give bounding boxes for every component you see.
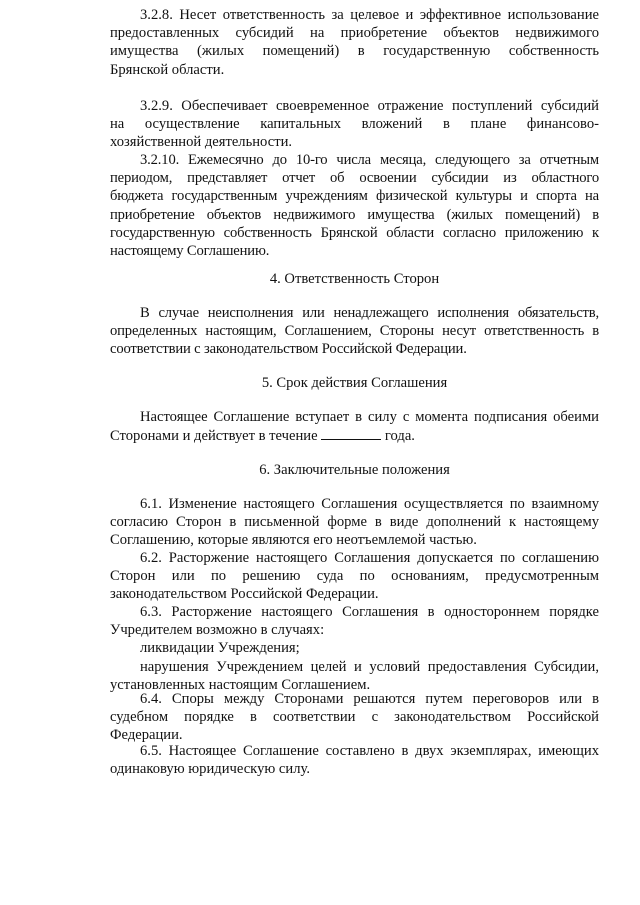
- text-line: законодательством Российской Федерации.: [110, 586, 379, 603]
- clause-6-1: [110, 495, 599, 550]
- clause-6-5: [110, 742, 599, 778]
- text-line: Брянской области.: [110, 61, 225, 78]
- text-line: 3.2.8. Несет ответственность за целевое и эффективное использование: [140, 7, 599, 23]
- clause-3-2-8: [110, 6, 599, 79]
- text-line: бюджета государственным учреждениям физической культуры и спорта на: [110, 188, 599, 205]
- text-line: имущества (жилых помещений) в государственную собственность: [110, 43, 599, 60]
- clause-3-2-10: [110, 151, 599, 260]
- text-line: Федерации.: [110, 727, 183, 744]
- clause-6-4: [110, 690, 599, 745]
- clause-6-3: [110, 603, 599, 694]
- text-line: Сторон или по решению суда по основаниям, предусмотренным: [110, 568, 599, 585]
- text-line: 6.5. Настоящее Соглашение составлено в двух экземплярах, имеющих: [140, 743, 599, 759]
- section-5-heading: 5. Срок действия Соглашения: [261, 375, 448, 391]
- text-line: государственную собственность Брянской области согласно приложению к: [110, 224, 599, 241]
- text-line: 3.2.9. Обеспечивает своевременное отражение поступлений субсидий: [140, 98, 599, 114]
- clause-3-2-9: [110, 97, 599, 152]
- text-line: 6.4. Споры между Сторонами решаются путем переговоров или в: [140, 691, 599, 707]
- text-line: Соглашению, которые являются его неотъемлемой частью.: [110, 532, 477, 549]
- term-text-end: года.: [384, 428, 415, 445]
- text-line: на осуществление капитальных вложений в плане финансово-: [110, 116, 599, 133]
- text-line: соответствии с законодательством Российской Федерации.: [110, 341, 467, 358]
- text-line: определенных настоящим, Соглашением, Стороны несут ответственность в: [110, 323, 599, 340]
- section-4-heading: 4. Ответственность Сторон: [269, 271, 440, 287]
- text-line: [110, 426, 599, 445]
- text-line: 3.2.10. Ежемесячно до 10-го числа месяца, следующего за отчетным: [140, 152, 599, 168]
- term-blank-line: [321, 426, 381, 440]
- section-6-heading: 6. Заключительные положения: [259, 462, 450, 478]
- text-line: судебном порядке в соответствии с законодательством Российской: [110, 709, 599, 726]
- section-5-body: [110, 408, 599, 445]
- list-item: нарушения Учреждением целей и условий предоставления Субсидии,: [140, 658, 599, 675]
- text-line: установленных настоящим Соглашением.: [110, 676, 371, 693]
- text-line: Учредителем возможно в случаях:: [110, 622, 325, 639]
- section-4-body: [110, 304, 599, 359]
- text-line: хозяйственной деятельности.: [110, 134, 293, 151]
- text-line: приобретение объектов недвижимого имущества (жилых помещений) в: [110, 206, 599, 223]
- text-line: Настоящее Соглашение вступает в силу с момента подписания обеими: [140, 409, 599, 425]
- term-text-start: Сторонами и действует в течение: [110, 428, 318, 445]
- text-line: предоставленных субсидий на приобретение объектов недвижимого: [110, 25, 599, 42]
- list-item: ликвидации Учреждения;: [140, 640, 300, 657]
- text-line: 6.2. Расторжение настоящего Соглашения допускается по соглашению: [140, 550, 599, 566]
- text-line: согласию Сторон в письменной форме в виде дополнений к настоящему: [110, 514, 599, 531]
- text-line: настоящему Соглашению.: [110, 243, 270, 260]
- text-line: 6.3. Расторжение настоящего Соглашения в одностороннем порядке: [140, 604, 599, 620]
- clause-6-2: [110, 549, 599, 604]
- text-line: 6.1. Изменение настоящего Соглашения осуществляется по взаимному: [140, 496, 599, 512]
- text-line: В случае неисполнения или ненадлежащего исполнения обязательств,: [140, 305, 599, 321]
- text-line: одинаковую юридическую силу.: [110, 761, 310, 778]
- text-line: периодом, представляет отчет об освоении субсидии из областного: [110, 170, 599, 187]
